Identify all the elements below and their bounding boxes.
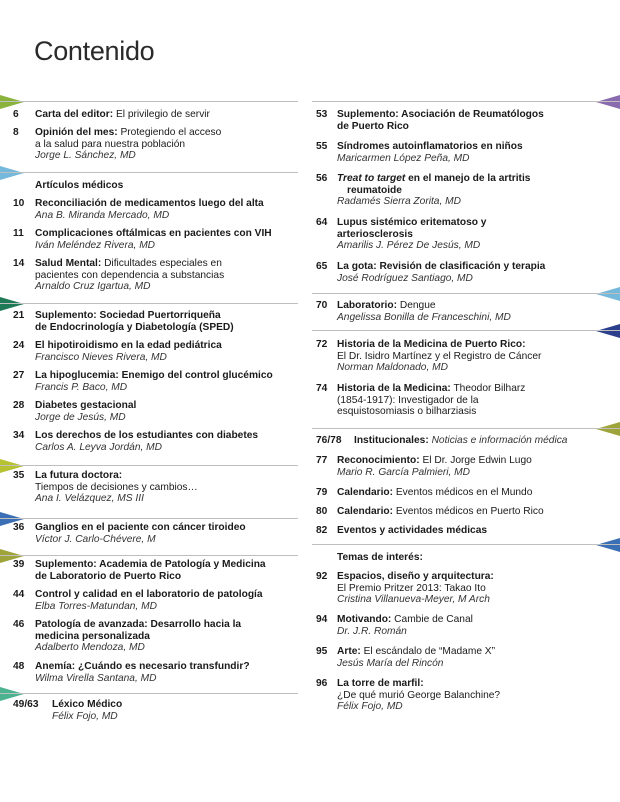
page-title: Contenido [34, 36, 155, 66]
section-heading-articulos: Artículos médicos [35, 180, 124, 191]
section-heading-temas: Temas de interés: [337, 552, 423, 563]
